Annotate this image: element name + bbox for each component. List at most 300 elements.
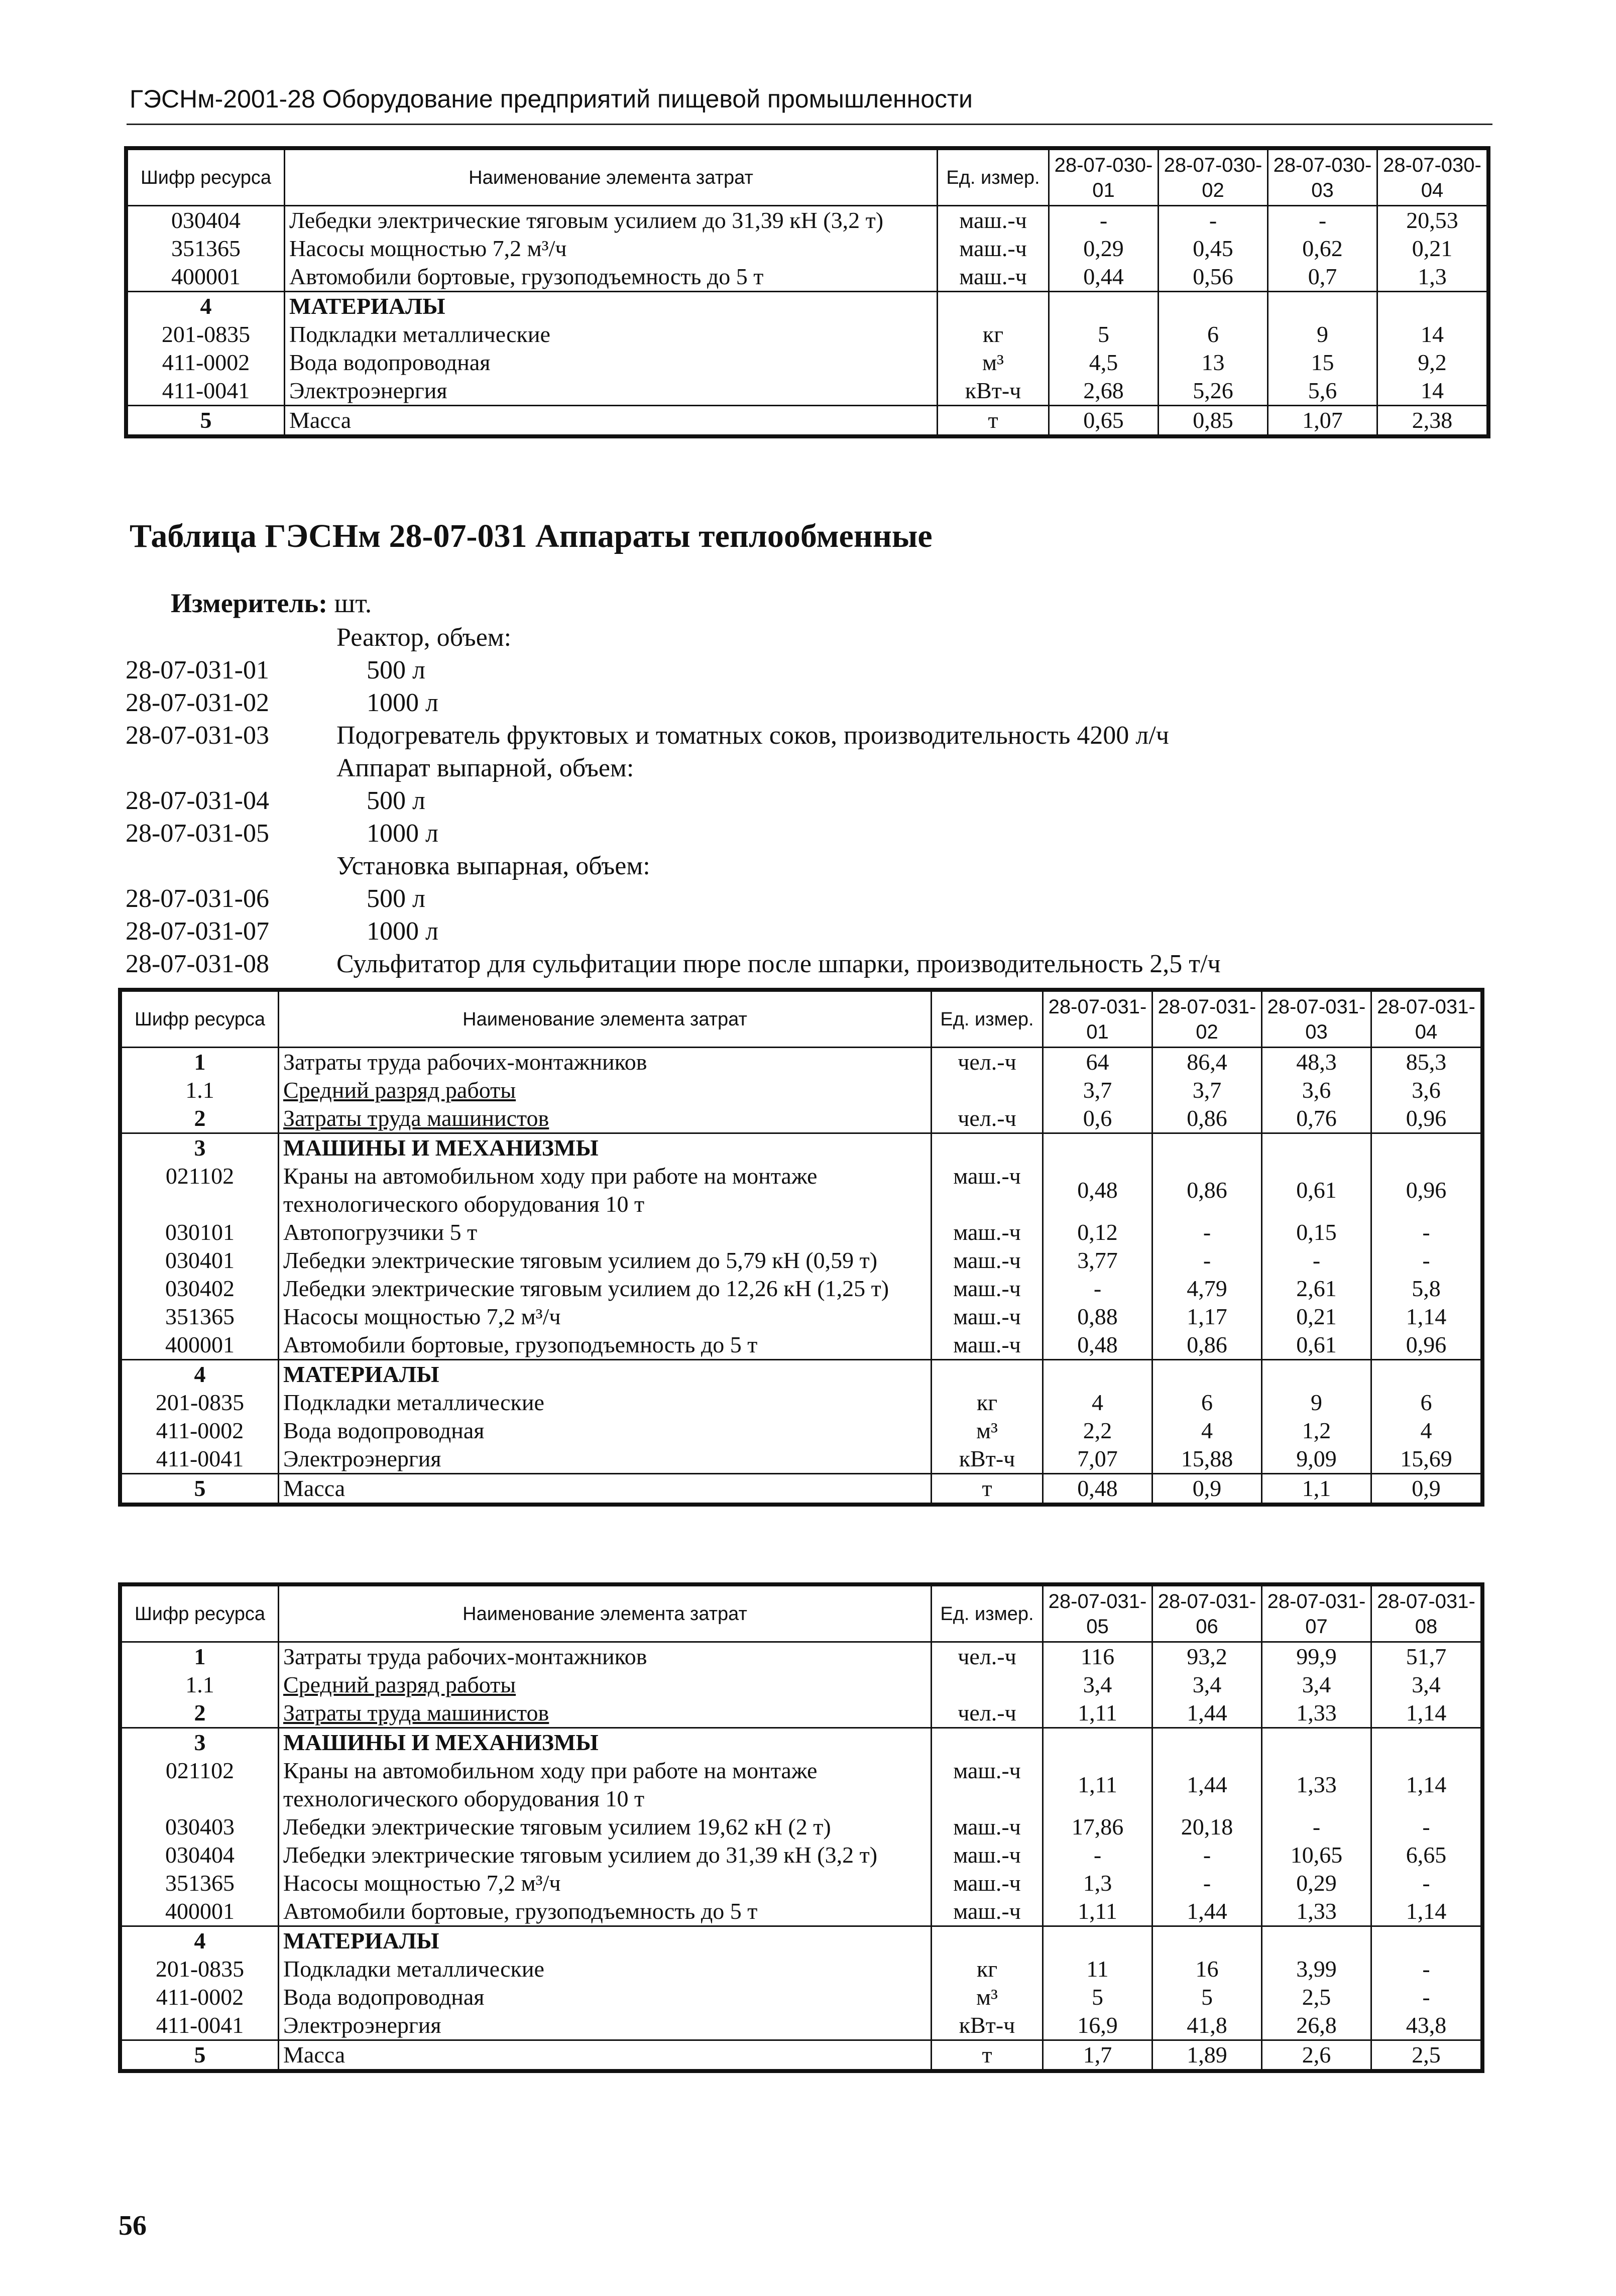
header-variant-column: 28-07-030-02 <box>1159 150 1268 206</box>
row-unit: маш.-ч <box>938 206 1049 235</box>
row-name: Затраты труда рабочих-монтажников <box>279 1048 932 1077</box>
row-code: 030404 <box>122 1841 279 1869</box>
row-unit: маш.-ч <box>932 1869 1043 1897</box>
row-unit: кг <box>932 1389 1043 1417</box>
row-value: 0,29 <box>1049 235 1159 263</box>
row-code: 4 <box>122 1360 279 1389</box>
variant-code: 28-07-031-01 <box>126 656 269 684</box>
row-value: 0,61 <box>1262 1162 1371 1218</box>
row-value: 9,09 <box>1262 1445 1371 1474</box>
row-value: 3,4 <box>1262 1671 1371 1699</box>
header-unit: Ед. измер. <box>932 991 1043 1048</box>
table-row <box>128 349 1487 377</box>
row-name: МАТЕРИАЛЫ <box>285 292 938 321</box>
row-value <box>1043 1133 1152 1163</box>
row-name: Автопогрузчики 5 т <box>279 1218 932 1246</box>
row-code: 1.1 <box>122 1671 279 1699</box>
row-value <box>1043 1728 1152 1757</box>
row-value: 0,86 <box>1152 1162 1262 1218</box>
row-value: 2,68 <box>1049 377 1159 406</box>
row-value: 11 <box>1043 1955 1152 1983</box>
row-unit <box>932 1360 1043 1389</box>
row-value: 3,4 <box>1152 1671 1262 1699</box>
row-value: 0,15 <box>1262 1218 1371 1246</box>
row-value: 1,44 <box>1152 1757 1262 1813</box>
row-value: 1,14 <box>1371 1303 1481 1331</box>
variant-text: 500 л <box>367 786 425 815</box>
row-value <box>1152 1926 1262 1956</box>
row-code: 2 <box>122 1104 279 1133</box>
table-header-row <box>122 991 1481 1048</box>
meter-label: Измеритель: <box>171 588 328 618</box>
row-value: 0,76 <box>1262 1104 1371 1133</box>
table-row <box>122 1671 1481 1699</box>
meter-value: шт. <box>334 588 372 618</box>
variant-text: 1000 л <box>367 819 438 848</box>
header-unit: Ед. измер. <box>938 150 1049 206</box>
header-name: Наименование элемента затрат <box>279 991 932 1048</box>
header-name: Наименование элемента затрат <box>285 150 938 206</box>
row-unit: маш.-ч <box>932 1246 1043 1275</box>
row-name: Электроэнергия <box>279 2011 932 2040</box>
row-value: 0,9 <box>1371 1474 1481 1504</box>
row-value: 1,14 <box>1371 1757 1481 1813</box>
table-row <box>122 1983 1481 2011</box>
row-value: 3,6 <box>1371 1076 1481 1104</box>
table-row <box>122 1841 1481 1869</box>
row-value: 0,44 <box>1049 263 1159 292</box>
row-name: Лебедки электрические тяговым усилием до 12,26 кН (1,25 т) <box>279 1275 932 1303</box>
header-variant-column: 28-07-031-01 <box>1043 991 1152 1048</box>
row-value: 0,48 <box>1043 1162 1152 1218</box>
header-variant-column: 28-07-031-05 <box>1043 1586 1152 1642</box>
row-value: - <box>1159 206 1268 235</box>
row-name: Лебедки электрические тяговым усилием 19,62 кН (2 т) <box>279 1813 932 1841</box>
row-value: 5,26 <box>1159 377 1268 406</box>
row-unit: кВт-ч <box>938 377 1049 406</box>
row-value: 86,4 <box>1152 1048 1262 1077</box>
row-value: 15 <box>1268 349 1377 377</box>
row-unit: кВт-ч <box>932 2011 1043 2040</box>
variant-text: Подогреватель фруктовых и томатных соков, производительность 4200 л/ч <box>336 721 1169 750</box>
row-value: 3,4 <box>1043 1671 1152 1699</box>
row-code: 351365 <box>122 1869 279 1897</box>
header-name: Наименование элемента затрат <box>279 1586 932 1642</box>
row-value: - <box>1371 1246 1481 1275</box>
row-code: 400001 <box>122 1331 279 1360</box>
row-unit <box>932 1076 1043 1104</box>
row-code: 411-0041 <box>122 2011 279 2040</box>
row-value: 116 <box>1043 1642 1152 1671</box>
row-value: 1,33 <box>1262 1699 1371 1728</box>
row-unit: кВт-ч <box>932 1445 1043 1474</box>
variant-code: 28-07-031-08 <box>126 950 269 978</box>
row-value: 6,65 <box>1371 1841 1481 1869</box>
row-value: - <box>1152 1841 1262 1869</box>
row-value: 1,07 <box>1268 406 1377 435</box>
row-unit <box>932 1926 1043 1956</box>
variant-text: 500 л <box>367 884 425 913</box>
row-value: - <box>1371 1955 1481 1983</box>
row-value: 85,3 <box>1371 1048 1481 1077</box>
variant-code: 28-07-031-07 <box>126 917 269 946</box>
row-unit: чел.-ч <box>932 1048 1043 1077</box>
row-value: 16,9 <box>1043 2011 1152 2040</box>
row-value: 43,8 <box>1371 2011 1481 2040</box>
variant-code: 28-07-031-04 <box>126 786 269 815</box>
row-code: 1.1 <box>122 1076 279 1104</box>
row-unit: маш.-ч <box>932 1162 1043 1218</box>
row-name: Насосы мощностью 7,2 м³/ч <box>285 235 938 263</box>
row-value <box>1262 1133 1371 1163</box>
row-value: 1,89 <box>1152 2040 1262 2070</box>
row-unit: м³ <box>938 349 1049 377</box>
table-row <box>122 2011 1481 2040</box>
row-unit: маш.-ч <box>938 263 1049 292</box>
row-value: 1,33 <box>1262 1897 1371 1926</box>
variant-text: Аппарат выпарной, объем: <box>336 754 634 782</box>
row-value: 0,21 <box>1262 1303 1371 1331</box>
row-value: 1,14 <box>1371 1897 1481 1926</box>
row-value: 6 <box>1152 1389 1262 1417</box>
variant-text: Реактор, объем: <box>336 623 512 652</box>
row-code: 351365 <box>128 235 285 263</box>
row-value: 99,9 <box>1262 1642 1371 1671</box>
row-code: 411-0002 <box>122 1983 279 2011</box>
table-row <box>122 1417 1481 1445</box>
row-value: 0,88 <box>1043 1303 1152 1331</box>
row-value: - <box>1152 1869 1262 1897</box>
variant-text: Сульфитатор для сульфитации пюре после шпарки, производительность 2,5 т/ч <box>336 950 1221 978</box>
row-code: 5 <box>122 2040 279 2070</box>
row-unit: кг <box>938 320 1049 349</box>
header-unit: Ед. измер. <box>932 1586 1043 1642</box>
row-unit: маш.-ч <box>932 1303 1043 1331</box>
row-value: 3,6 <box>1262 1076 1371 1104</box>
row-value: 2,2 <box>1043 1417 1152 1445</box>
row-name: МАШИНЫ И МЕХАНИЗМЫ <box>279 1728 932 1757</box>
row-name: Подкладки металлические <box>285 320 938 349</box>
header-variant-column: 28-07-031-07 <box>1262 1586 1371 1642</box>
table-row <box>122 1728 1481 1757</box>
row-code: 030401 <box>122 1246 279 1275</box>
row-code: 400001 <box>122 1897 279 1926</box>
variant-code: 28-07-031-03 <box>126 721 269 750</box>
variant-text: Установка выпарная, объем: <box>336 852 650 880</box>
row-value: 0,85 <box>1159 406 1268 435</box>
row-name: Автомобили бортовые, грузоподъемность до 5 т <box>285 263 938 292</box>
row-unit: м³ <box>932 1417 1043 1445</box>
row-name: Краны на автомобильном ходу при работе на монтаже технологического оборудования 10 т <box>279 1757 932 1813</box>
row-unit: т <box>938 406 1049 435</box>
row-name: Насосы мощностью 7,2 м³/ч <box>279 1869 932 1897</box>
table-row <box>122 1389 1481 1417</box>
row-unit: т <box>932 2040 1043 2070</box>
table-row <box>122 1360 1481 1389</box>
row-name: Лебедки электрические тяговым усилием до 31,39 кН (3,2 т) <box>285 206 938 235</box>
running-header: ГЭСНм-2001-28 Оборудование предприятий пищевой промышленности <box>130 85 973 113</box>
row-value: - <box>1049 206 1159 235</box>
row-value: 3,77 <box>1043 1246 1152 1275</box>
row-name: Лебедки электрические тяговым усилием до 5,79 кН (0,59 т) <box>279 1246 932 1275</box>
row-name: Вода водопроводная <box>285 349 938 377</box>
variant-text: 1000 л <box>367 688 438 717</box>
table-title: Таблица ГЭСНм 28-07-031 Аппараты теплообменные <box>130 518 933 554</box>
table-row <box>122 1162 1481 1218</box>
row-value: - <box>1262 1246 1371 1275</box>
row-code: 411-0041 <box>122 1445 279 1474</box>
row-value: 9 <box>1268 320 1377 349</box>
row-name: МАТЕРИАЛЫ <box>279 1926 932 1956</box>
table-row <box>128 377 1487 406</box>
table-row <box>122 1813 1481 1841</box>
row-value: 64 <box>1043 1048 1152 1077</box>
row-name: Масса <box>285 406 938 435</box>
variant-code: 28-07-031-05 <box>126 819 269 848</box>
row-name: Средний разряд работы <box>279 1671 932 1699</box>
row-value: 1,11 <box>1043 1699 1152 1728</box>
table-row <box>122 1303 1481 1331</box>
row-value: 0,56 <box>1159 263 1268 292</box>
row-value: - <box>1262 1813 1371 1841</box>
meter-line <box>171 588 372 619</box>
row-name: Вода водопроводная <box>279 1417 932 1445</box>
table-row <box>122 1048 1481 1077</box>
resource-table-030 <box>127 149 1488 436</box>
row-code: 411-0002 <box>128 349 285 377</box>
row-value: - <box>1371 1869 1481 1897</box>
variant-text: 1000 л <box>367 917 438 946</box>
row-name: Затраты труда рабочих-монтажников <box>279 1642 932 1671</box>
table-row <box>122 1218 1481 1246</box>
row-unit: маш.-ч <box>932 1275 1043 1303</box>
row-unit: чел.-ч <box>932 1642 1043 1671</box>
row-value: 1,2 <box>1262 1417 1371 1445</box>
row-value: 6 <box>1159 320 1268 349</box>
row-value: 13 <box>1159 349 1268 377</box>
row-value: 0,86 <box>1152 1331 1262 1360</box>
row-value: 0,9 <box>1152 1474 1262 1504</box>
row-value: 0,6 <box>1043 1104 1152 1133</box>
header-variant-column: 28-07-030-03 <box>1268 150 1377 206</box>
row-value: 20,18 <box>1152 1813 1262 1841</box>
row-value <box>1159 292 1268 321</box>
table-row <box>122 1445 1481 1474</box>
row-value: 1,33 <box>1262 1757 1371 1813</box>
row-value: 1,1 <box>1262 1474 1371 1504</box>
row-code: 030402 <box>122 1275 279 1303</box>
row-name: Масса <box>279 2040 932 2070</box>
table-row <box>122 1474 1481 1504</box>
row-value: 93,2 <box>1152 1642 1262 1671</box>
row-value: - <box>1152 1218 1262 1246</box>
row-value: 1,44 <box>1152 1897 1262 1926</box>
row-unit: м³ <box>932 1983 1043 2011</box>
row-code: 030101 <box>122 1218 279 1246</box>
row-value: 3,4 <box>1371 1671 1481 1699</box>
header-rule <box>127 124 1492 125</box>
row-value <box>1262 1926 1371 1956</box>
row-value: 5 <box>1049 320 1159 349</box>
row-value: 0,96 <box>1371 1162 1481 1218</box>
row-value: 0,45 <box>1159 235 1268 263</box>
row-value: 17,86 <box>1043 1813 1152 1841</box>
row-value: 5 <box>1043 1983 1152 2011</box>
table-row <box>122 1104 1481 1133</box>
row-value <box>1043 1926 1152 1956</box>
row-value: 7,07 <box>1043 1445 1152 1474</box>
row-unit: маш.-ч <box>932 1897 1043 1926</box>
row-value: - <box>1371 1813 1481 1841</box>
row-code: 021102 <box>122 1757 279 1813</box>
row-name: МАШИНЫ И МЕХАНИЗМЫ <box>279 1133 932 1163</box>
table-row <box>128 320 1487 349</box>
row-code: 411-0002 <box>122 1417 279 1445</box>
row-name: Краны на автомобильном ходу при работе на монтаже технологического оборудования 10 т <box>279 1162 932 1218</box>
row-value: 48,3 <box>1262 1048 1371 1077</box>
row-code: 5 <box>122 1474 279 1504</box>
row-value: 0,12 <box>1043 1218 1152 1246</box>
row-value: 0,61 <box>1262 1331 1371 1360</box>
row-value <box>1371 1133 1481 1163</box>
page-number: 56 <box>119 2210 147 2241</box>
row-unit: маш.-ч <box>932 1218 1043 1246</box>
row-unit: маш.-ч <box>932 1841 1043 1869</box>
row-value <box>1262 1360 1371 1389</box>
row-unit <box>938 292 1049 321</box>
row-name: Подкладки металлические <box>279 1389 932 1417</box>
header-code: Шифр ресурса <box>122 1586 279 1642</box>
row-value: 0,29 <box>1262 1869 1371 1897</box>
row-value: 1,14 <box>1371 1699 1481 1728</box>
row-unit: маш.-ч <box>938 235 1049 263</box>
table-row <box>122 1926 1481 1956</box>
row-unit: маш.-ч <box>932 1813 1043 1841</box>
row-value: 15,88 <box>1152 1445 1262 1474</box>
row-value: 4 <box>1043 1389 1152 1417</box>
table-header-row <box>128 150 1487 206</box>
row-unit: чел.-ч <box>932 1104 1043 1133</box>
row-code: 201-0835 <box>128 320 285 349</box>
row-value: - <box>1268 206 1377 235</box>
table-row <box>128 406 1487 435</box>
variant-text: 500 л <box>367 656 425 684</box>
row-unit <box>932 1671 1043 1699</box>
table-row <box>128 292 1487 321</box>
row-value: 15,69 <box>1371 1445 1481 1474</box>
row-code: 021102 <box>122 1162 279 1218</box>
row-value: - <box>1043 1841 1152 1869</box>
row-name: Затраты труда машинистов <box>279 1104 932 1133</box>
table-row <box>128 263 1487 292</box>
row-value: - <box>1043 1275 1152 1303</box>
header-variant-column: 28-07-031-08 <box>1371 1586 1481 1642</box>
row-unit <box>932 1728 1043 1757</box>
row-value: 0,86 <box>1152 1104 1262 1133</box>
row-value: 0,48 <box>1043 1331 1152 1360</box>
variant-code: 28-07-031-06 <box>126 884 269 913</box>
row-value <box>1049 292 1159 321</box>
row-code: 4 <box>122 1926 279 1956</box>
table-row <box>122 1955 1481 1983</box>
row-value: 2,5 <box>1371 2040 1481 2070</box>
row-unit: маш.-ч <box>932 1331 1043 1360</box>
row-value <box>1043 1360 1152 1389</box>
table-row <box>122 1331 1481 1360</box>
row-value: 1,3 <box>1377 263 1487 292</box>
resource-table-031-part1 <box>121 990 1482 1504</box>
row-value: 1,7 <box>1043 2040 1152 2070</box>
row-name: Насосы мощностью 7,2 м³/ч <box>279 1303 932 1331</box>
row-code: 3 <box>122 1133 279 1163</box>
row-name: Лебедки электрические тяговым усилием до 31,39 кН (3,2 т) <box>279 1841 932 1869</box>
row-name: Автомобили бортовые, грузоподъемность до 5 т <box>279 1897 932 1926</box>
table-row <box>122 1246 1481 1275</box>
row-value <box>1152 1360 1262 1389</box>
row-name: Средний разряд работы <box>279 1076 932 1104</box>
table-row <box>122 1642 1481 1671</box>
row-value: 16 <box>1152 1955 1262 1983</box>
row-value: 0,7 <box>1268 263 1377 292</box>
row-value: 2,6 <box>1262 2040 1371 2070</box>
row-value: 2,5 <box>1262 1983 1371 2011</box>
row-value: 2,38 <box>1377 406 1487 435</box>
row-name: Масса <box>279 1474 932 1504</box>
row-value: 4,79 <box>1152 1275 1262 1303</box>
row-name: МАТЕРИАЛЫ <box>279 1360 932 1389</box>
row-value: 4 <box>1152 1417 1262 1445</box>
header-variant-column: 28-07-030-04 <box>1377 150 1487 206</box>
table-row <box>122 1275 1481 1303</box>
row-value: - <box>1371 1983 1481 2011</box>
header-variant-column: 28-07-031-03 <box>1262 991 1371 1048</box>
row-value: 14 <box>1377 377 1487 406</box>
row-value: 0,62 <box>1268 235 1377 263</box>
table-row <box>122 1076 1481 1104</box>
row-name: Вода водопроводная <box>279 1983 932 2011</box>
row-value: 4 <box>1371 1417 1481 1445</box>
row-value: 1,44 <box>1152 1699 1262 1728</box>
row-code: 2 <box>122 1699 279 1728</box>
row-value: 14 <box>1377 320 1487 349</box>
table-header-row <box>122 1586 1481 1642</box>
row-value: 1,11 <box>1043 1897 1152 1926</box>
row-value <box>1268 292 1377 321</box>
row-value: 1,17 <box>1152 1303 1262 1331</box>
variant-code: 28-07-031-02 <box>126 688 269 717</box>
row-value: 0,96 <box>1371 1104 1481 1133</box>
row-value: 0,65 <box>1049 406 1159 435</box>
row-value: 1,3 <box>1043 1869 1152 1897</box>
row-value <box>1377 292 1487 321</box>
row-name: Автомобили бортовые, грузоподъемность до 5 т <box>279 1331 932 1360</box>
row-value: 5,8 <box>1371 1275 1481 1303</box>
row-value: 4,5 <box>1049 349 1159 377</box>
row-code: 030404 <box>128 206 285 235</box>
row-code: 201-0835 <box>122 1389 279 1417</box>
row-value: 20,53 <box>1377 206 1487 235</box>
header-code: Шифр ресурса <box>128 150 285 206</box>
row-value: 3,99 <box>1262 1955 1371 1983</box>
row-name: Электроэнергия <box>279 1445 932 1474</box>
row-code: 1 <box>122 1048 279 1077</box>
row-code: 351365 <box>122 1303 279 1331</box>
row-code: 400001 <box>128 263 285 292</box>
row-value: 5 <box>1152 1983 1262 2011</box>
row-value <box>1152 1133 1262 1163</box>
resource-table-031-part2 <box>121 1585 1482 2071</box>
table-row <box>122 1897 1481 1926</box>
